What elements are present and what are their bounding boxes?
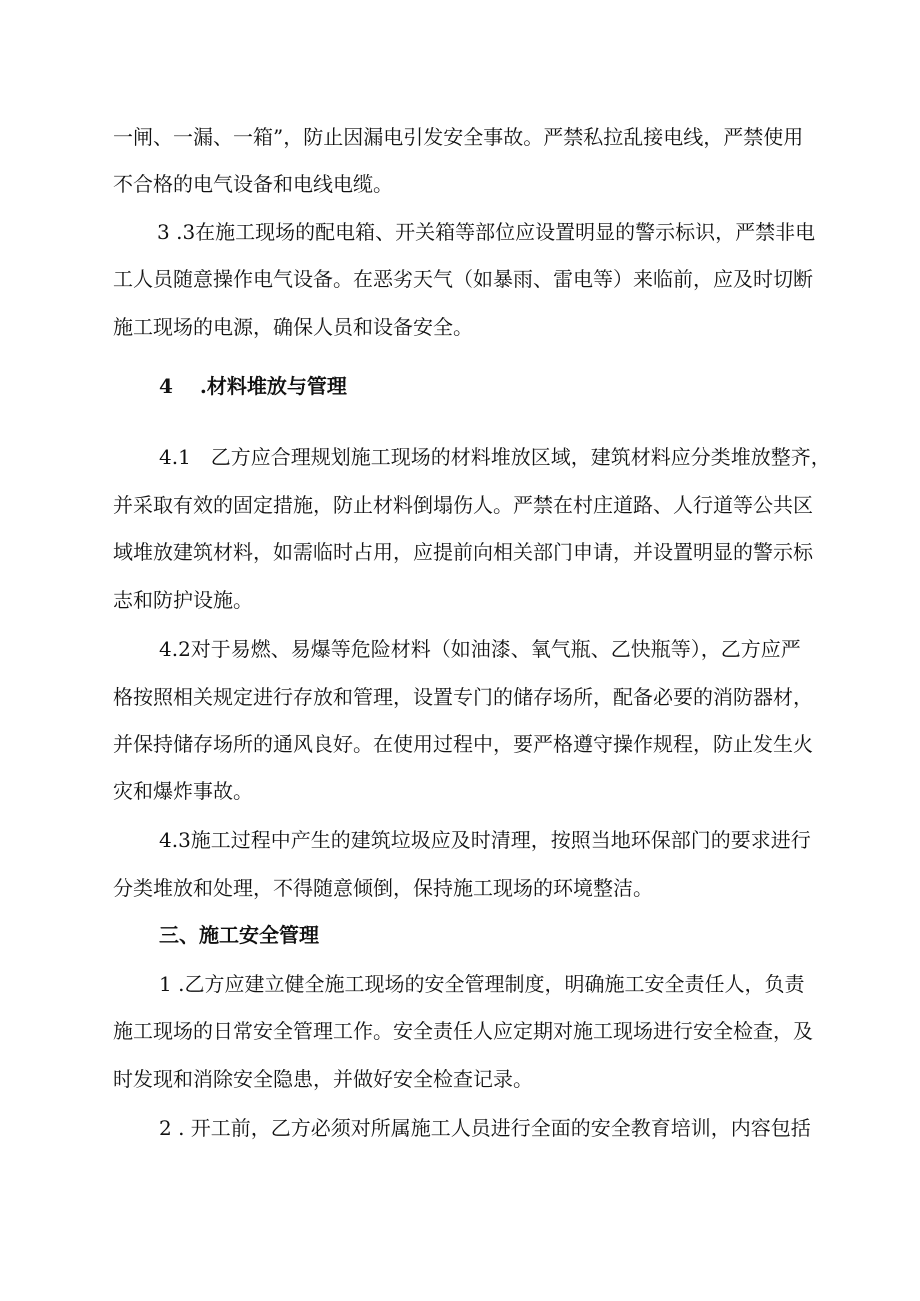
- paragraph-line: 并采取有效的固定措施，防止材料倒塌伤人。严禁在村庄道路、人行道等公共区: [113, 493, 813, 517]
- paragraph-line: 施工现场的日常安全管理工作。安全责任人应定期对施工现场进行安全检查，及: [113, 1019, 813, 1043]
- section-heading: 4 .材料堆放与管理: [159, 374, 347, 398]
- paragraph-line: 格按照相关规定进行存放和管理，设置专门的储存场所，配备必要的消防器材，: [113, 685, 813, 709]
- paragraph-line: 时发现和消除安全隐患，并做好安全检查记录。: [113, 1067, 533, 1091]
- paragraph-line: 不合格的电气设备和电线电缆。: [113, 172, 393, 196]
- paragraph-line: 2 . 开工前，乙方必须对所属施工人员进行全面的安全教育培训，内容包括: [159, 1116, 811, 1140]
- paragraph-line: 4.2对于易燃、易爆等危险材料（如油漆、氧气瓶、乙快瓶等），乙方应严: [159, 637, 801, 661]
- paragraph-line: 工人员随意操作电气设备。在恶劣天气（如暴雨、雷电等）来临前，应及时切断: [113, 267, 813, 291]
- paragraph-line: 分类堆放和处理，不得随意倾倒，保持施工现场的环境整洁。: [113, 876, 653, 900]
- paragraph-line: 4.3施工过程中产生的建筑垃圾应及时清理，按照当地环保部门的要求进行: [159, 828, 811, 852]
- paragraph-line: 施工现场的电源，确保人员和设备安全。: [113, 315, 473, 339]
- paragraph-line: 灾和爆炸事故。: [113, 779, 253, 803]
- section-heading: 三、施工安全管理: [159, 923, 319, 947]
- paragraph-line: 并保持储存场所的通风良好。在使用过程中，要严格遵守操作规程，防止发生火: [113, 732, 813, 756]
- paragraph-line: 1 .乙方应建立健全施工现场的安全管理制度，明确施工安全责任人，负责: [159, 972, 805, 996]
- paragraph-line: 一闸、一漏、一箱”，防止因漏电引发安全事故。严禁私拉乱接电线，严禁使用: [113, 125, 804, 149]
- paragraph-line: 4.1 乙方应合理规划施工现场的材料堆放区域，建筑材料应分类堆放整齐，: [159, 445, 831, 469]
- paragraph-line: 志和防护设施。: [113, 588, 253, 612]
- paragraph-line: 3 .3在施工现场的配电箱、开关箱等部位应设置明显的警示标识，严禁非电: [157, 220, 816, 244]
- paragraph-line: 域堆放建筑材料，如需临时占用，应提前向相关部门申请，并设置明显的警示标: [113, 540, 813, 564]
